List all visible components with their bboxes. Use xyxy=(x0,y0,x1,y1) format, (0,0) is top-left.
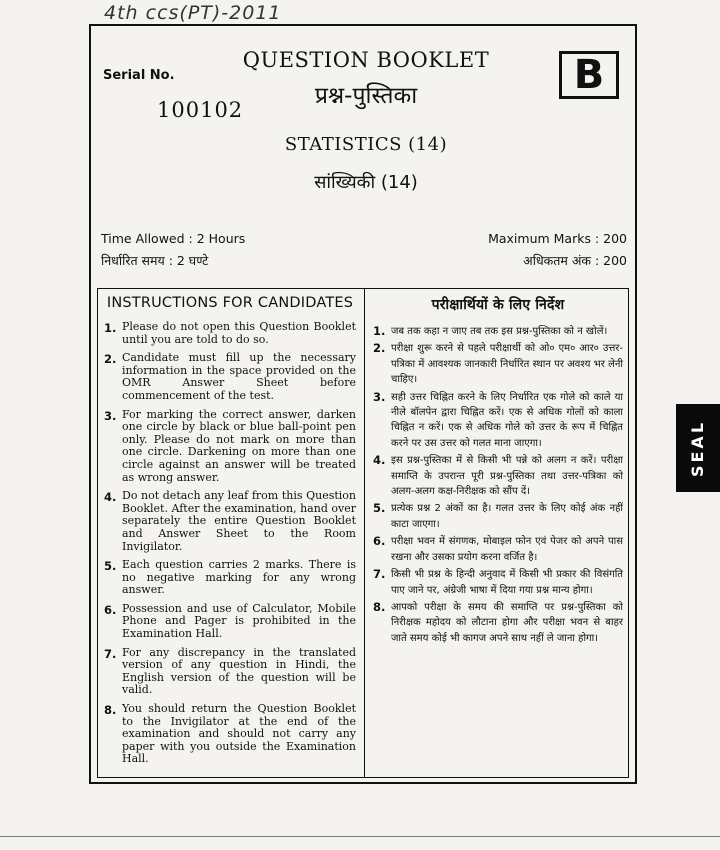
instruction-number: 4. xyxy=(104,490,117,505)
instruction-number: 4. xyxy=(373,453,386,468)
instructions-heading: INSTRUCTIONS FOR CANDIDATES xyxy=(106,295,354,311)
instruction-item xyxy=(373,453,623,499)
handwritten-note: 4th ccs(PT)-2011 xyxy=(104,2,282,24)
instruction-text: आपको परीक्षा के समय की समाप्ति पर प्रश्न-पुस्तिका को निरीक्षक महोदय को लौटाना होगा और परीक्षा भवन से बाहर जाते समय कोई भी कागज अपने साथ नहीं ले जाना होगा। xyxy=(391,601,623,644)
instruction-list-hindi xyxy=(373,324,623,646)
instruction-item xyxy=(104,352,356,402)
instruction-text: सही उत्तर चिह्नित करने के लिए निर्धारित एक गोले को काले या नीले बॉलपेन द्वारा चिह्नित करें। एक से अधिक गोलों को काला चिह्नित न करें। एक से अधिक गोले को उत्तर के रूप में चिह्नित करने पर उस उत्तर को गलत माना जाएगा। xyxy=(391,391,623,449)
time-allowed: Time Allowed : 2 Hours xyxy=(101,231,246,246)
instruction-number: 6. xyxy=(373,534,386,549)
instruction-item xyxy=(104,559,356,597)
instruction-number: 3. xyxy=(104,408,117,423)
instruction-number: 8. xyxy=(373,599,386,614)
instruction-item xyxy=(373,567,623,598)
instruction-item xyxy=(373,390,623,452)
instruction-number: 2. xyxy=(373,341,386,356)
instruction-text: जब तक कहा न जाए तब तक इस प्रश्न-पुस्तिका को न खोलें। xyxy=(391,326,608,337)
instruction-number: 5. xyxy=(104,559,117,574)
instruction-text: Candidate must fill up the necessary information in the space provided on the OMR Answer Sheet before commencement of the test. xyxy=(122,351,356,402)
instruction-number: 7. xyxy=(104,646,117,661)
instruction-item xyxy=(104,703,356,766)
instruction-list xyxy=(104,321,356,766)
instruction-number: 2. xyxy=(104,352,117,367)
time-allowed-hindi: निर्धारित समय : 2 घण्टे xyxy=(101,253,209,268)
instruction-item xyxy=(104,409,356,485)
instruction-text: प्रत्येक प्रश्न 2 अंकों का है। गलत उत्तर के लिए कोई अंक नहीं काटा जाएगा। xyxy=(391,503,623,530)
instruction-text: Do not detach any leaf from this Question Booklet. After the examination, hand over separately the entire Question Booklet and Answer Sheet to the Room Invigilator. xyxy=(122,489,356,553)
instruction-text: You should return the Question Booklet to the Invigilator at the end of the examination and should not carry any paper with you outside the Examination Hall. xyxy=(122,702,356,766)
instruction-text: इस प्रश्न-पुस्तिका में से किसी भी पन्ने को अलग न करें। परीक्षा समाप्ति के उपरान्त पूरी प्रश्न-पुस्तिका तथा उत्तर-पत्रिका को अलग-अलग कक्ष-निरीक्षक को सौंप दें। xyxy=(391,455,623,498)
instruction-text: Possession and use of Calculator, Mobile Phone and Pager is prohibited in the Examination Hall. xyxy=(122,601,356,641)
instruction-text: For any discrepancy in the translated version of any question in Hindi, the English version of the question will be valid. xyxy=(122,645,356,697)
instruction-item xyxy=(104,603,356,641)
instruction-text: परीक्षा शुरू करने से पहले परीक्षार्थी को ओ० एम० आर० उत्तर-पत्रिका में आवश्यक जानकारी निर्धारित स्थान पर अवश्य भर लेनी चाहिए। xyxy=(391,343,623,386)
instruction-number: 1. xyxy=(104,321,117,335)
booklet-cover xyxy=(89,24,637,784)
instruction-number: 1. xyxy=(373,324,386,338)
page-edge-rule xyxy=(0,836,720,837)
instruction-item xyxy=(104,647,356,697)
instructions-heading-hindi: परीक्षार्थियों के लिए निर्देश xyxy=(431,297,565,313)
instruction-item xyxy=(373,501,623,532)
subject-title: STATISTICS (14) xyxy=(284,134,448,155)
seal-label: SEAL xyxy=(688,419,708,477)
instruction-item xyxy=(373,341,623,387)
booklet-title-hindi: प्रश्न-पुस्तिका xyxy=(314,83,418,109)
instructions-box xyxy=(97,288,629,778)
booklet-code: B xyxy=(573,52,605,98)
instruction-text: Each question carries 2 marks. There is no negative marking for any wrong answer. xyxy=(122,558,356,597)
instruction-number: 8. xyxy=(104,703,117,718)
instruction-item xyxy=(373,534,623,565)
instruction-number: 3. xyxy=(373,389,386,404)
instruction-number: 7. xyxy=(373,567,386,582)
instruction-item xyxy=(104,321,356,346)
booklet-title: QUESTION BOOKLET xyxy=(242,48,490,72)
booklet-code-box xyxy=(559,51,619,99)
instruction-text: For marking the correct answer, darken one circle by black or blue ball-point pen only. Please do not mark on more than one circle. Darkening on more than one circle against an answer will be treated as wrong answer. xyxy=(122,407,356,484)
instruction-item xyxy=(373,600,623,646)
instruction-number: 6. xyxy=(104,602,117,617)
instruction-item xyxy=(104,490,356,553)
instruction-text: Please do not open this Question Booklet until you are told to do so. xyxy=(122,320,356,346)
instructions-english xyxy=(98,289,364,777)
subject-title-hindi: सांख्यिकी (14) xyxy=(314,172,418,193)
instruction-text: परीक्षा भवन में संगणक, मोबाइल फोन एवं पेजर को अपने पास रखना और उसका प्रयोग करना वर्जित है। xyxy=(391,536,623,563)
serial-number: 100102 xyxy=(157,98,244,122)
instruction-text: किसी भी प्रश्न के हिन्दी अनुवाद में किसी भी प्रकार की विसंगति पाए जाने पर, अंग्रेजी भाषा में दिया गया प्रश्न मान्य होगा। xyxy=(391,569,623,596)
serial-label: Serial No. xyxy=(103,68,175,83)
instruction-item xyxy=(373,324,623,339)
instructions-hindi xyxy=(365,289,629,777)
instruction-number: 5. xyxy=(373,501,386,516)
maximum-marks-hindi: अधिकतम अंक : 200 xyxy=(523,253,627,268)
seal-tab xyxy=(676,404,720,492)
maximum-marks: Maximum Marks : 200 xyxy=(488,231,627,246)
